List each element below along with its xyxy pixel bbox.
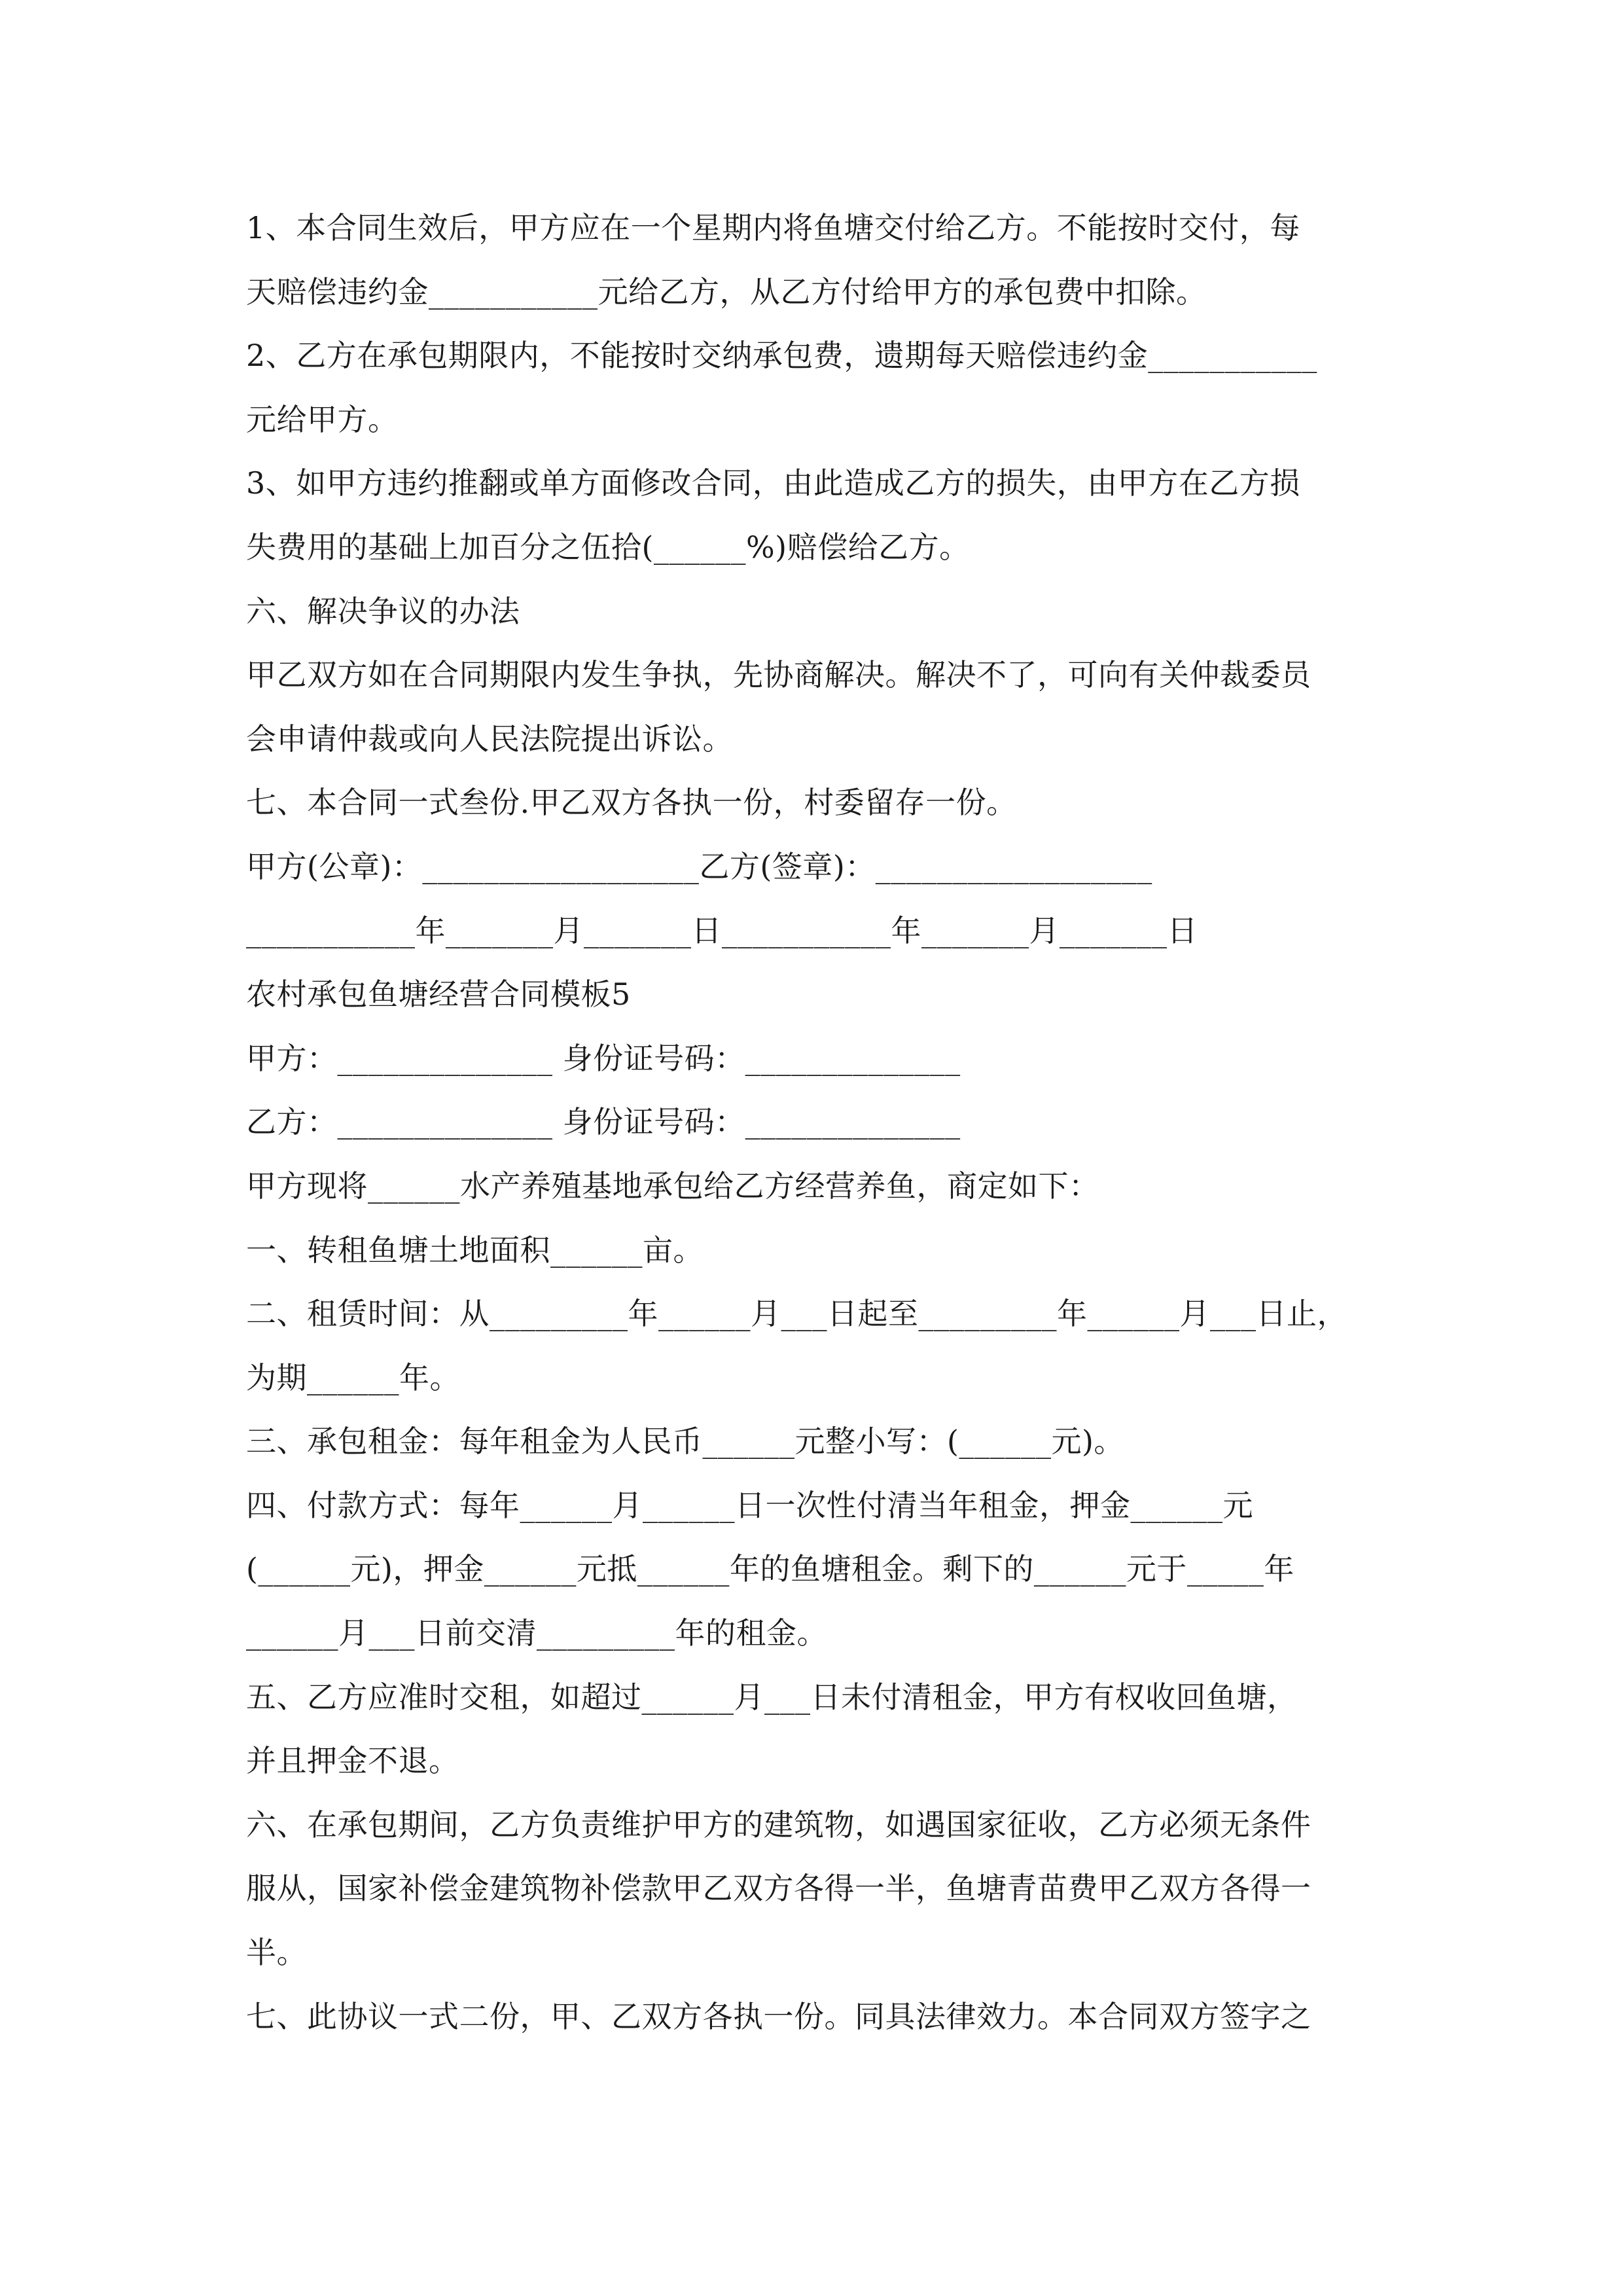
dispute-text-line-2: 会申请仲裁或向人民法院提出诉讼。 — [246, 721, 733, 757]
term-lease-period-line-1: 二、租赁时间：从_________年______月___日起至_________年______月___日止， — [246, 1296, 1347, 1332]
term-lease-period-line-2: 为期______年。 — [246, 1359, 460, 1395]
clause-1-line-2: 天赔偿违约金___________元给乙方，从乙方付给甲方的承包费中扣除。 — [246, 274, 1207, 310]
date-line: ___________年_______月_______日___________年_______月_______日 — [246, 912, 1198, 948]
term-maintenance-line-2: 服从，国家补偿金建筑物补偿款甲乙双方各得一半，鱼塘青苗费甲乙双方各得一 — [246, 1871, 1311, 1907]
clause-3-line-2: 失费用的基础上加百分之伍拾(______%)赔偿给乙方。 — [246, 529, 970, 565]
section-heading-dispute: 六、解决争议的办法 — [246, 593, 520, 629]
term-maintenance-line-1: 六、在承包期间，乙方负责维护甲方的建筑物，如遇国家征收，乙方必须无条件 — [246, 1806, 1311, 1842]
term-late-rent-line-1: 五、乙方应准时交租，如超过______月___日未付清租金，甲方有权收回鱼塘， — [246, 1679, 1298, 1715]
contract-title: 农村承包鱼塘经营合同模板5 — [246, 977, 631, 1013]
copies-clause: 七、本合同一式叁份.甲乙双方各执一份，村委留存一份。 — [246, 785, 1017, 821]
party-a-line: 甲方：______________ 身份证号码：______________ — [246, 1040, 961, 1076]
dispute-text-line-1: 甲乙双方如在合同期限内发生争执，先协商解决。解决不了，可向有关仲裁委员 — [246, 657, 1311, 693]
term-late-rent-line-2: 并且押金不退。 — [246, 1743, 459, 1779]
signature-line: 甲方(公章)：__________________乙方(签章)：__________________ — [246, 848, 1152, 884]
clause-1-line-1: 1、本合同生效后，甲方应在一个星期内将鱼塘交付给乙方。不能按时交付，每 — [246, 210, 1300, 245]
party-b-line: 乙方：______________ 身份证号码：______________ — [246, 1104, 961, 1140]
term-rent: 三、承包租金：每年租金为人民币______元整小写：(______元)。 — [246, 1424, 1124, 1460]
term-payment-line-2: (______元)，押金______元抵______年的鱼塘租金。剩下的______元于_____年 — [246, 1551, 1294, 1587]
term-area: 一、转租鱼塘土地面积______亩。 — [246, 1232, 704, 1268]
preamble-line: 甲方现将______水产养殖基地承包给乙方经营养鱼，商定如下： — [246, 1168, 1099, 1204]
term-copies-line-1: 七、此协议一式二份，甲、乙双方各执一份。同具法律效力。本合同双方签字之 — [246, 1998, 1311, 2034]
clause-2-line-2: 元给甲方。 — [246, 401, 399, 437]
clause-2-line-1: 2、乙方在承包期限内，不能按时交纳承包费，遗期每天赔偿违约金___________ — [246, 338, 1317, 374]
document-page — [246, 196, 1382, 2049]
term-payment-line-1: 四、付款方式：每年______月______日一次性付清当年租金，押金______元 — [246, 1487, 1253, 1523]
clause-3-line-1: 3、如甲方违约推翻或单方面修改合同，由此造成乙方的损失，由甲方在乙方损 — [246, 465, 1300, 501]
term-payment-line-3: ______月___日前交清_________年的租金。 — [246, 1615, 827, 1651]
term-maintenance-line-3: 半。 — [246, 1935, 307, 1971]
